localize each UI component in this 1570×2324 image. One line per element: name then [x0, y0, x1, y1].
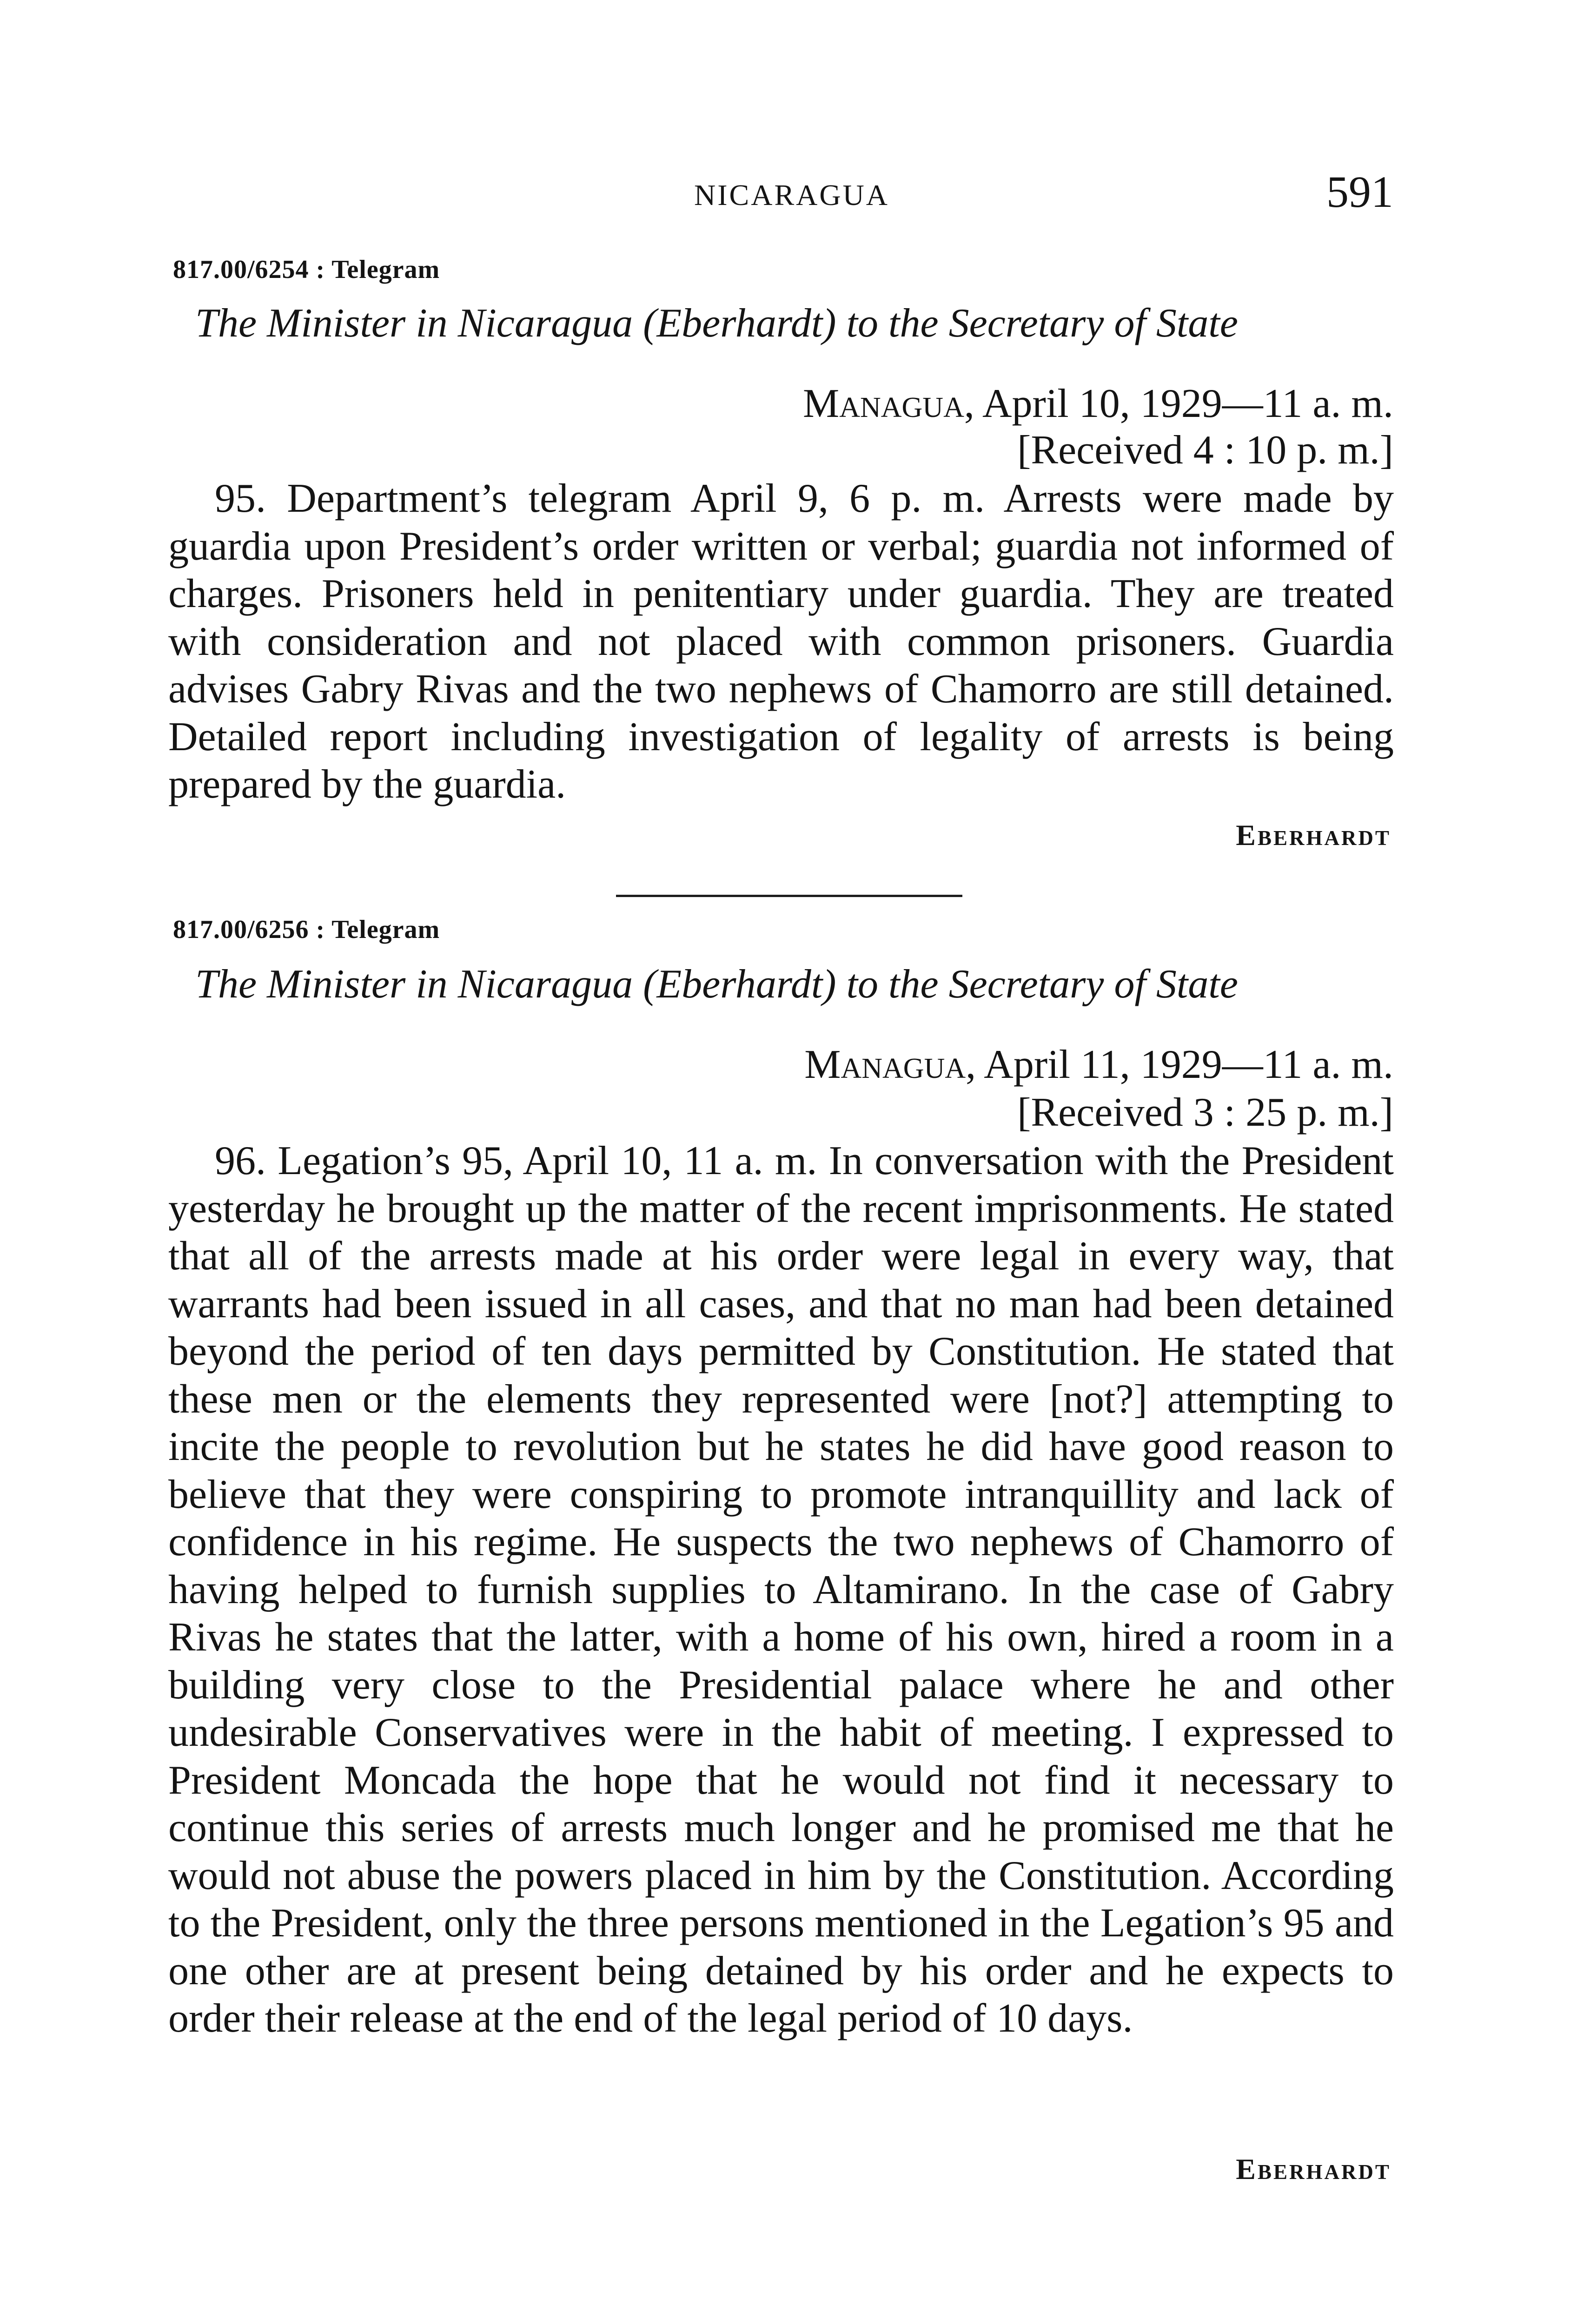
telegram-title-1: The Minister in Nicaragua (Eberhardt) to the Secretary of State: [195, 301, 1238, 346]
running-head: NICARAGUA: [694, 178, 889, 211]
dateline-2: [804, 1041, 1393, 1089]
file-number-1: 817.00/6254 : Telegram: [173, 255, 440, 284]
received-time-2: [Received 3 : 25 p. m.]: [1017, 1090, 1393, 1135]
telegram-body-1: 95. Department’s telegram April 9, 6 p. m. Arrests were made by guardia upon President’s order written or verbal; guardia not informed of charges. Prisoners held in penitentiary under guardia. They are treated with consideration and not placed with common prisoners. Guardia advises Gabry Rivas and the two nephews of Chamorro are still detained. Detailed report including investigation of legality of arrests is being prepared by the guardia.: [168, 476, 1394, 807]
page-number: 591: [1326, 167, 1393, 217]
dateline-place-1: Managua: [802, 381, 964, 426]
dateline-place-2: Managua: [804, 1042, 966, 1087]
file-number-2: 817.00/6256 : Telegram: [173, 915, 440, 944]
dateline-date-1: , April 10, 1929—11 a. m.: [964, 381, 1393, 426]
received-time-1: [Received 4 : 10 p. m.]: [1017, 428, 1393, 473]
telegram-title-2: The Minister in Nicaragua (Eberhardt) to the Secretary of State: [195, 962, 1238, 1007]
dateline-date-2: , April 11, 1929—11 a. m.: [966, 1042, 1393, 1087]
signature-2: Eberhardt: [1236, 2152, 1391, 2185]
telegram-body-2: 96. Legation’s 95, April 10, 11 a. m. In conversation with the President yesterday he brought up the matter of the recent imprisonments. He stated that all of the arrests made at his order were legal in every way, that warrants had been issued in all cases, and that no man had been detained beyond the period of ten days permitted by Constitution. He stated that these men or the elements they represented were [not?] attempting to incite the people to revolution but he states he did have good reason to believe that they were conspiring to promote intranquillity and lack of confidence in his regime. He suspects the two nephews of Chamorro of having helped to furnish supplies to Altamirano. In the case of Gabry Rivas he states that the latter, with a home of his own, hired a room in a building very close to the Presidential palace where he and other undesirable Conservatives were in the habit of meeting. I expressed to President Moncada the hope that he would not find it necessary to continue this series of arrests much longer and he promised me that he would not abuse the powers placed in him by the Constitution. According to the President, only the three persons mentioned in the Legation’s 95 and one other are at present being detained by his order and he expects to order their release at the end of the legal period of 10 days.: [168, 1138, 1394, 2041]
section-divider: [616, 895, 962, 897]
dateline-1: [803, 380, 1393, 428]
signature-1: Eberhardt: [1236, 819, 1391, 852]
